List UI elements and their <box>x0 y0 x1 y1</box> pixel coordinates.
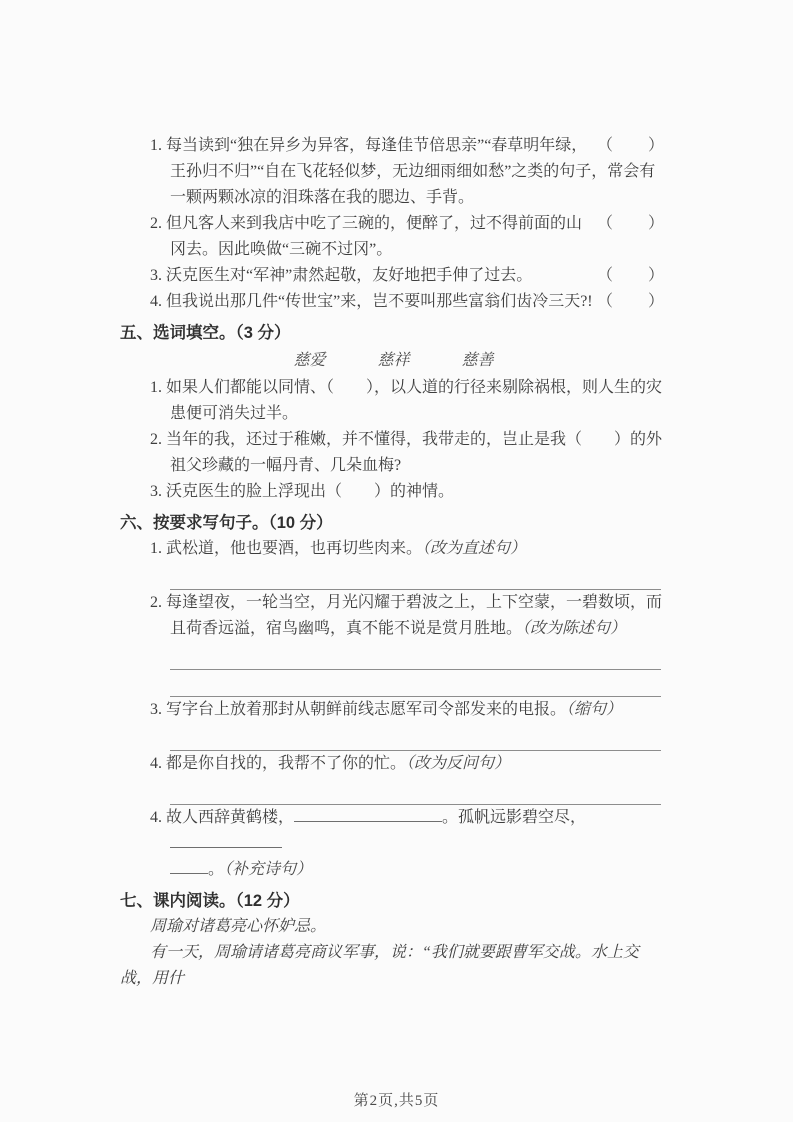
answer-bracket: （ ） <box>596 267 665 284</box>
reading-section <box>120 888 667 992</box>
judgment-item-3 <box>150 263 667 289</box>
word-fill-item-1: 1. 如果人们都能以同情、（ ），以人道的行径来剔除祸根，则人生的灾患便可消失过半。 <box>150 379 663 422</box>
rewrite-item-text: 1. 武松道，他也要酒，也再切些肉来。 <box>150 540 423 557</box>
page-footer: 第2页,共5页 <box>353 1093 440 1109</box>
word-bank-option-3: 慈善 <box>461 352 494 369</box>
poem-text-part1: 4. 故人西辞黄鹤楼， <box>150 809 295 826</box>
rewrite-item-hint: （缩句） <box>566 701 623 718</box>
poem-blank-1 <box>294 805 442 822</box>
word-bank-option-2: 慈祥 <box>377 352 410 369</box>
rewrite-item-text: 4. 都是你自找的，我帮不了你的忙。 <box>150 755 407 772</box>
answer-bracket: （ ） <box>596 293 665 310</box>
judgment-item-text: 1. 每当读到“独在异乡为异客，每逢佳节倍思亲”“春草明年绿，王孙归不归”“自在飞花轻似梦，无边细雨细如愁”之类的句子，常会有一颗两颗冰凉的泪珠落在我的腮边、手背。 <box>150 137 656 206</box>
judgment-item-text: 2. 但凡客人来到我店中吃了三碗的，便醉了，过不得前面的山冈去。因此唤做“三碗不过冈”。 <box>150 215 583 258</box>
section-title-word-fill: 五、选词填空。（3 分） <box>120 324 291 342</box>
poem-text-part2: 。孤帆远影碧空尽， <box>442 809 587 826</box>
word-fill-item-2: 2. 当年的我，还过于稚嫩，并不懂得，我带走的，岂止是我（ ）的外祖父珍藏的一幅丹青、几朵血梅? <box>150 431 663 474</box>
section-title-reading: 七、课内阅读。（12 分） <box>120 892 300 910</box>
rewrite-item-hint: （改为反问句） <box>406 755 511 772</box>
reading-paragraph-1: 周瑜对诸葛亮心怀妒忌。 <box>150 918 327 935</box>
poem-completion-item <box>150 805 667 883</box>
answer-bracket: （ ） <box>596 215 665 232</box>
judgment-item-text: 4. 但我说出那几件“传世宝”来，岂不要叫那些富翁们齿冷三天?! <box>150 293 593 310</box>
judgment-item-2 <box>150 211 667 263</box>
poem-blank-3 <box>170 857 208 874</box>
judgment-item-1 <box>150 133 667 211</box>
page-content <box>120 133 667 992</box>
judgment-item-4 <box>150 289 667 315</box>
rewrite-item-3 <box>150 697 667 751</box>
rewrite-item-2 <box>150 590 667 697</box>
answer-line <box>170 562 661 590</box>
section-title-sentence-rewrite: 六、按要求写句子。（10 分） <box>120 514 333 532</box>
judgment-item-text: 3. 沃克医生对“军神”肃然起敬，友好地把手伸了过去。 <box>150 267 533 284</box>
judgment-section <box>120 133 667 315</box>
answer-line <box>170 670 661 697</box>
poem-text-part3: 。 <box>208 861 225 878</box>
rewrite-item-4 <box>150 751 667 805</box>
answer-line <box>170 642 661 670</box>
poem-hint: （补充诗句） <box>224 861 313 878</box>
sentence-rewrite-section <box>120 510 667 883</box>
answer-line <box>170 777 661 805</box>
poem-blank-2 <box>170 831 282 848</box>
answer-line <box>170 723 661 751</box>
answer-bracket: （ ） <box>596 137 665 154</box>
word-bank-option-1: 慈爱 <box>293 352 326 369</box>
word-bank <box>120 348 667 374</box>
word-fill-item-3: 3. 沃克医生的脸上浮现出（ ）的神情。 <box>150 483 455 500</box>
rewrite-item-1 <box>150 536 667 590</box>
word-fill-section <box>120 320 667 505</box>
rewrite-item-hint: （改为直述句） <box>422 540 527 557</box>
rewrite-item-text: 3. 写字台上放着那封从朝鲜前线志愿军司令部发来的电报。 <box>150 701 567 718</box>
rewrite-item-text: 2. 每逢望夜，一轮当空，月光闪耀于碧波之上，上下空蒙，一碧数顷，而且荷香远溢，宿鸟幽鸣，真不能不说是赏月胜地。 <box>150 594 663 637</box>
reading-paragraph-2: 有一天，周瑜请诸葛亮商议军事，说：“我们就要跟曹军交战。水上交战，用什 <box>120 944 639 987</box>
rewrite-item-hint: （改为陈述句） <box>522 620 627 637</box>
